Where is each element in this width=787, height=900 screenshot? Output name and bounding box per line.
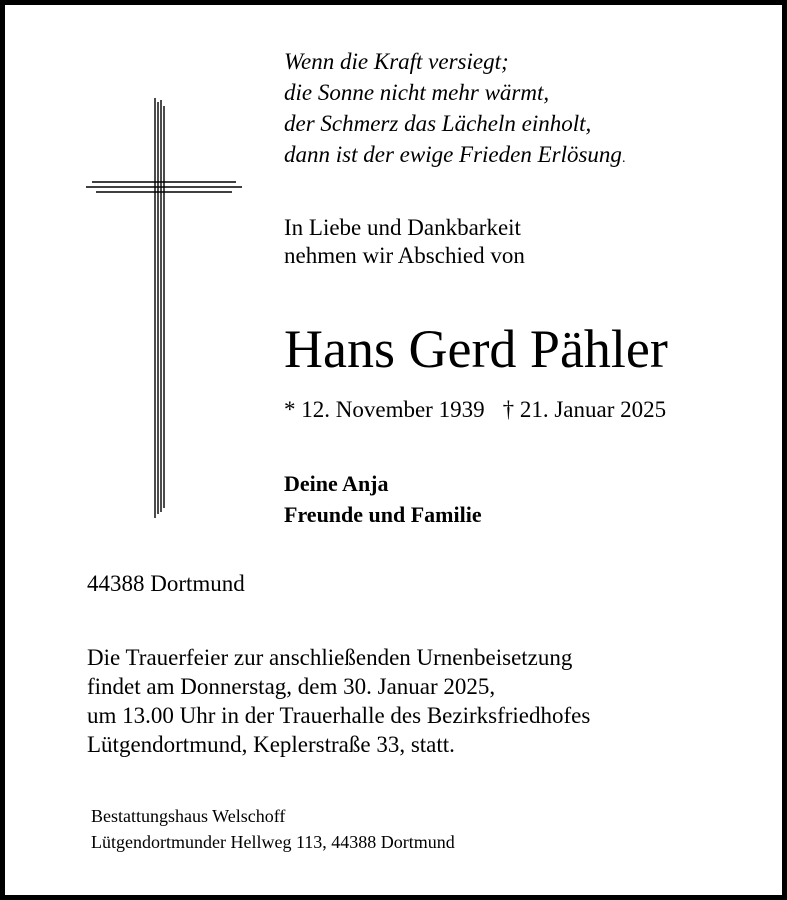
poem-line: der Schmerz das Lächeln einholt,: [284, 111, 592, 136]
poem-end-mark: .: [621, 151, 626, 166]
poem-line: dann ist der ewige Frieden Erlösung: [284, 142, 622, 167]
intro-line: In Liebe und Dankbarkeit: [284, 215, 521, 240]
service-line: findet am Donnerstag, dem 30. Januar 2025,: [87, 674, 496, 699]
birth-date: * 12. November 1939: [284, 397, 485, 422]
service-line: Lütgendortmund, Keplerstraße 33, statt.: [87, 732, 455, 757]
cross-icon: [86, 98, 242, 518]
intro-line: nehmen wir Abschied von: [284, 243, 525, 268]
service-info: [87, 643, 590, 759]
undertaker-address: Lütgendortmunder Hellweg 113, 44388 Dortmund: [91, 832, 455, 852]
poem: [284, 46, 625, 174]
poem-line: die Sonne nicht mehr wärmt,: [284, 80, 550, 105]
service-line: Die Trauerfeier zur anschließenden Urnenbeisetzung: [87, 645, 573, 670]
mourner-line: Deine Anja: [284, 471, 389, 496]
life-dates: [284, 396, 666, 424]
undertaker: [91, 803, 455, 855]
service-line: um 13.00 Uhr in der Trauerhalle des Bezirksfriedhofes: [87, 703, 591, 728]
mourner-line: Freunde und Familie: [284, 502, 482, 527]
intro-text: [284, 214, 525, 270]
undertaker-name: Bestattungshaus Welschoff: [91, 806, 286, 826]
mourners: [284, 468, 482, 530]
deceased-name: Hans Gerd Pähler: [284, 319, 668, 379]
poem-line: Wenn die Kraft versiegt;: [284, 49, 509, 74]
location: 44388 Dortmund: [87, 571, 245, 596]
death-date: † 21. Januar 2025: [502, 397, 667, 422]
